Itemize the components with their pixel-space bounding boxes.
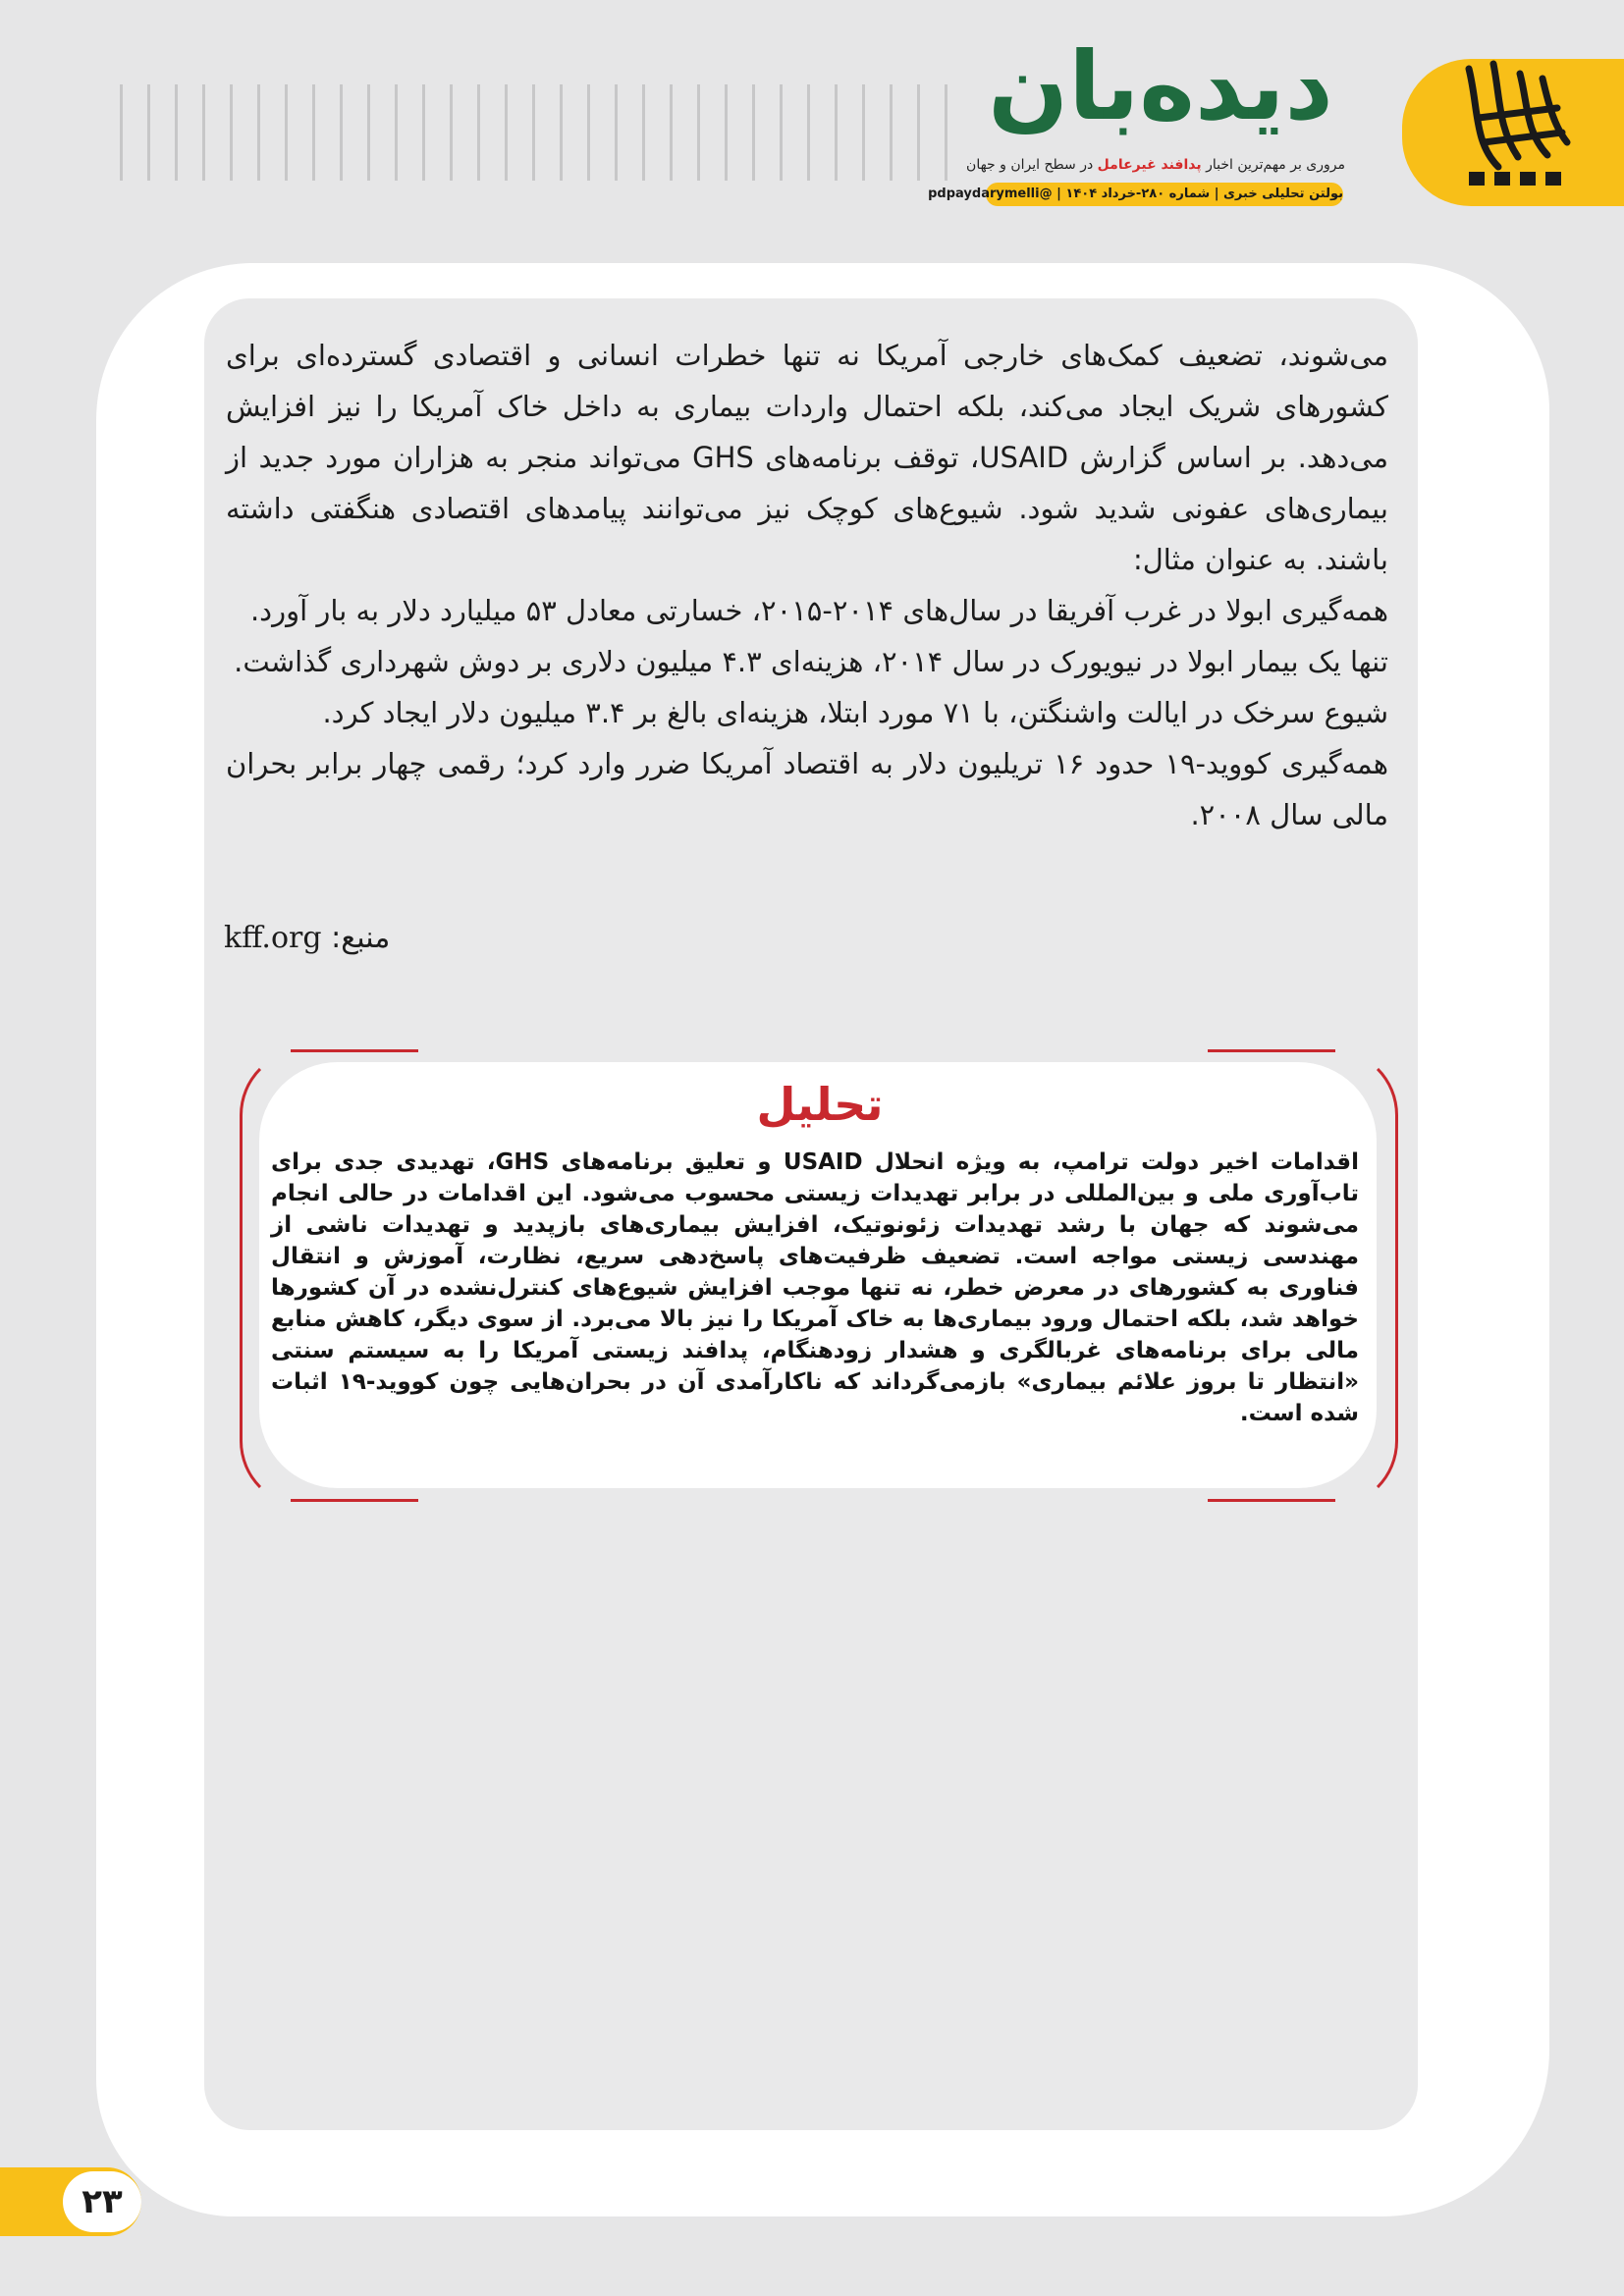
masthead-title: دیده‌بان — [988, 31, 1333, 141]
bracket-cap — [291, 1049, 418, 1052]
bracket-cap — [1208, 1499, 1335, 1502]
source-value: kff.org — [224, 921, 322, 955]
brand-logo-icon — [1439, 49, 1587, 196]
issue-info-pill: بولتن تحلیلی خبری | شماره ۲۸۰-خرداد ۱۴۰۴ | @pdpaydarymelli — [986, 183, 1343, 206]
article-paragraph: شیوع سرخک در ایالت واشنگتن، با ۷۱ مورد ابتلا، هزینه‌ای بالغ بر ۳.۴ میلیون دلار ایجاد کرد. — [322, 696, 1388, 729]
source-line — [224, 913, 617, 964]
bracket-cap — [291, 1499, 418, 1502]
bracket-cap — [1208, 1049, 1335, 1052]
article-paragraph: همه‌گیری کووید-۱۹ حدود ۱۶ تریلیون دلار به اقتصاد آمریکا ضرر وارد کرد؛ رقمی چهار برابر بحران مالی سال ۲۰۰۸. — [226, 747, 1388, 831]
analysis-title: تحلیل — [756, 1078, 884, 1131]
tagline-highlight: پدافند غیرعامل — [1097, 157, 1202, 173]
article-paragraph: می‌شوند، تضعیف کمک‌های خارجی آمریکا نه تنها خطرات انسانی و اقتصادی گسترده‌ای برای کشورهای شریک ایجاد می‌کند، بلکه احتمال واردات بیماری به داخل خاک آمریکا را نیز افزایش می‌دهد. بر اساس گزارش USAID، توقف برنامه‌های GHS می‌تواند منجر به هزاران مورد جدید از بیماری‌های عفونی شدید شود. شیوع‌های کوچک نیز می‌توانند پیامدهای اقتصادی هنگفتی داشته باشند. به عنوان مثال: — [226, 339, 1388, 576]
tagline-before: مروری بر مهم‌ترین اخبار — [1206, 157, 1345, 173]
header-decorative-lines — [120, 84, 964, 181]
article-paragraph: تنها یک بیمار ابولا در نیویورک در سال ۲۰۱۴، هزینه‌ای ۴.۳ میلیون دلاری بر دوش شهرداری گذاشت. — [234, 645, 1388, 678]
page-number: ۲۳ — [63, 2171, 141, 2232]
article-body — [226, 330, 1388, 840]
masthead-tagline — [966, 157, 1345, 173]
article-paragraph: همه‌گیری ابولا در غرب آفریقا در سال‌های ۲۰۱۴-۲۰۱۵، خسارتی معادل ۵۳ میلیارد دلار به بار آورد. — [249, 594, 1388, 627]
tagline-after: در سطح ایران و جهان — [966, 157, 1094, 173]
source-label: منبع: — [331, 921, 391, 955]
masthead — [978, 27, 1343, 145]
analysis-text: اقدامات اخیر دولت ترامپ، به ویژه انحلال USAID و تعلیق برنامه‌های GHS، تهدیدی جدی برای تاب‌آوری ملی و بین‌المللی در برابر تهدیدات زیستی محسوب می‌شود. این اقدامات در حالی انجام می‌شوند که جهان با رشد تهدیدات زئونوتیک، افزایش بیماری‌های بازپدید و تهدیدات ناشی از مهندسی زیستی مواجه است. تضعیف ظرفیت‌های پاسخ‌دهی سریع، نظارت، آموزش و انتقال فناوری به کشورهای در معرض خطر، نه تنها موجب افزایش شیوع‌های کنترل‌نشده در آن کشورها خواهد شد، بلکه احتمال ورود بیماری‌ها به خاک آمریکا را نیز بالا می‌برد. از سوی دیگر، کاهش منابع مالی برای برنامه‌های غربالگری و هشدار زودهنگام، پدافند زیستی آمریکا را به سیستم سنتی «انتظار تا بروز علائم بیماری» بازمی‌گرداند که ناکارآمدی آن در بحران‌هایی چون کووید-۱۹ اثبات شده است. — [271, 1149, 1360, 1426]
